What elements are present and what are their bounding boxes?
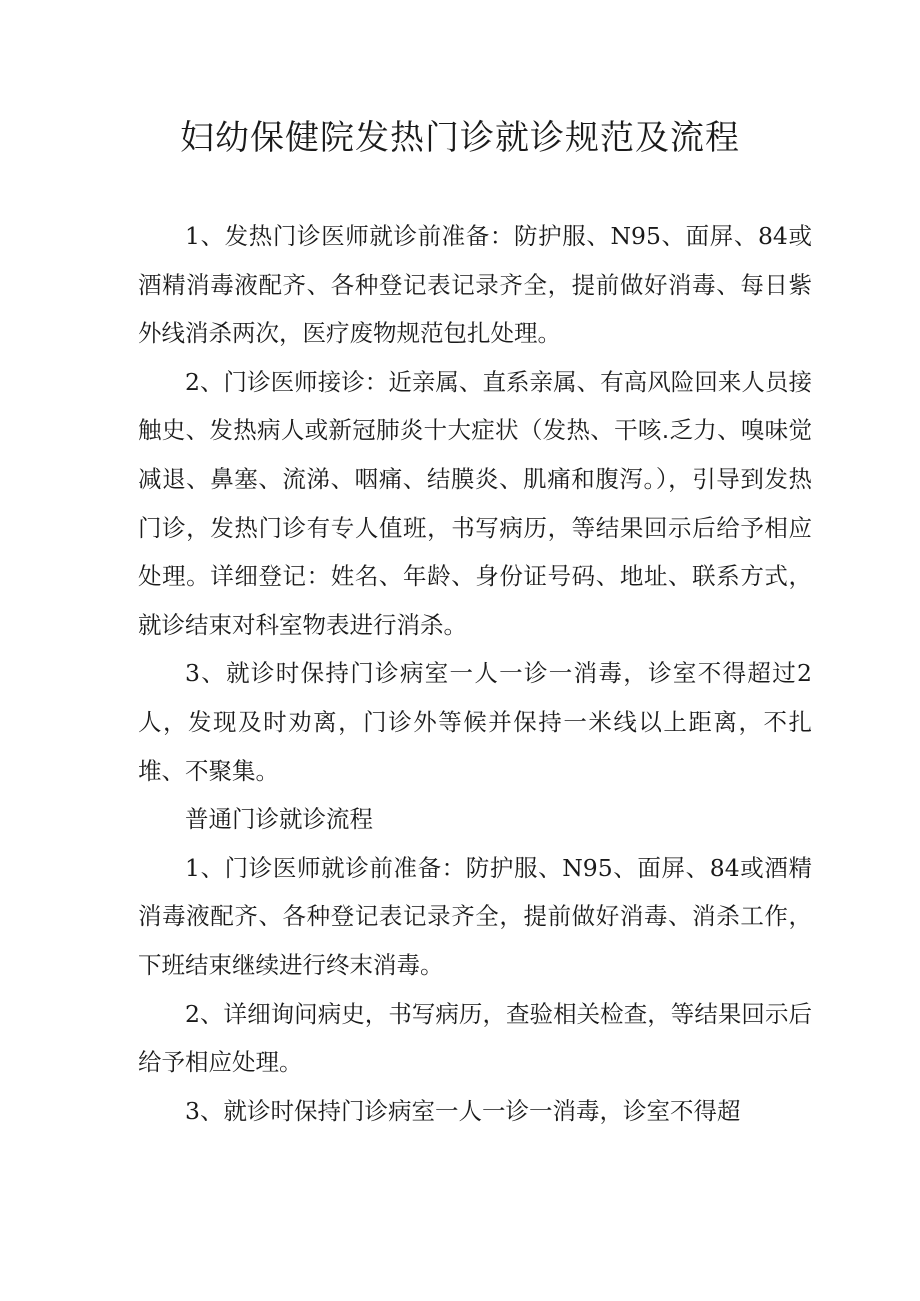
fever-clinic-paragraph-3: 3、就诊时保持门诊病室一人一诊一消毒，诊室不得超过2人，发现及时劝离，门诊外等候并保持一米线以上距离，不扎堆、不聚集。 xyxy=(138,659,812,785)
general-clinic-paragraph-2: 2、详细询问病史，书写病历，查验相关检查，等结果回示后给予相应处理。 xyxy=(138,999,812,1077)
document-body xyxy=(138,212,812,1135)
symptom-list: 发热、干咳.乏力、嗅味觉减退、鼻塞、流涕、咽痛、结膜炎、肌痛和腹泻。 xyxy=(138,416,812,493)
fever-clinic-paragraph-1: 1、发热门诊医师就诊前准备：防护服、N95、面屏、84或酒精消毒液配齐、各种登记表记录齐全，提前做好消毒、每日紫外线消杀两次，医疗废物规范包扎处理。 xyxy=(138,222,812,348)
general-clinic-paragraph-3: 3、就诊时保持门诊病室一人一诊一消毒，诊室不得超 xyxy=(185,1096,741,1125)
general-clinic-paragraph-1: 1、门诊医师就诊前准备：防护服、N95、面屏、84或酒精消毒液配齐、各种登记表记录齐全，提前做好消毒、消杀工作，下班结束继续进行终末消毒。 xyxy=(138,853,812,979)
paragraph-2-intro: 2、门诊医师接诊：近亲属、直系亲属、有高风险回来人员接触史、发热病人或新冠肺炎十大症状（ xyxy=(138,367,812,445)
document-title: 妇幼保健院发热门诊就诊规范及流程 xyxy=(180,118,740,158)
section-heading: 普通门诊就诊流程 xyxy=(185,805,373,834)
paragraph-2-rest: ），引导到发热门诊，发热门诊有专人值班，书写病历，等结果回示后给予相应处理。详细登记：姓名、年龄、身份证号码、地址、联系方式，就诊结束对科室物表进行消杀。 xyxy=(138,464,813,639)
fever-clinic-paragraph-2 xyxy=(138,358,812,650)
